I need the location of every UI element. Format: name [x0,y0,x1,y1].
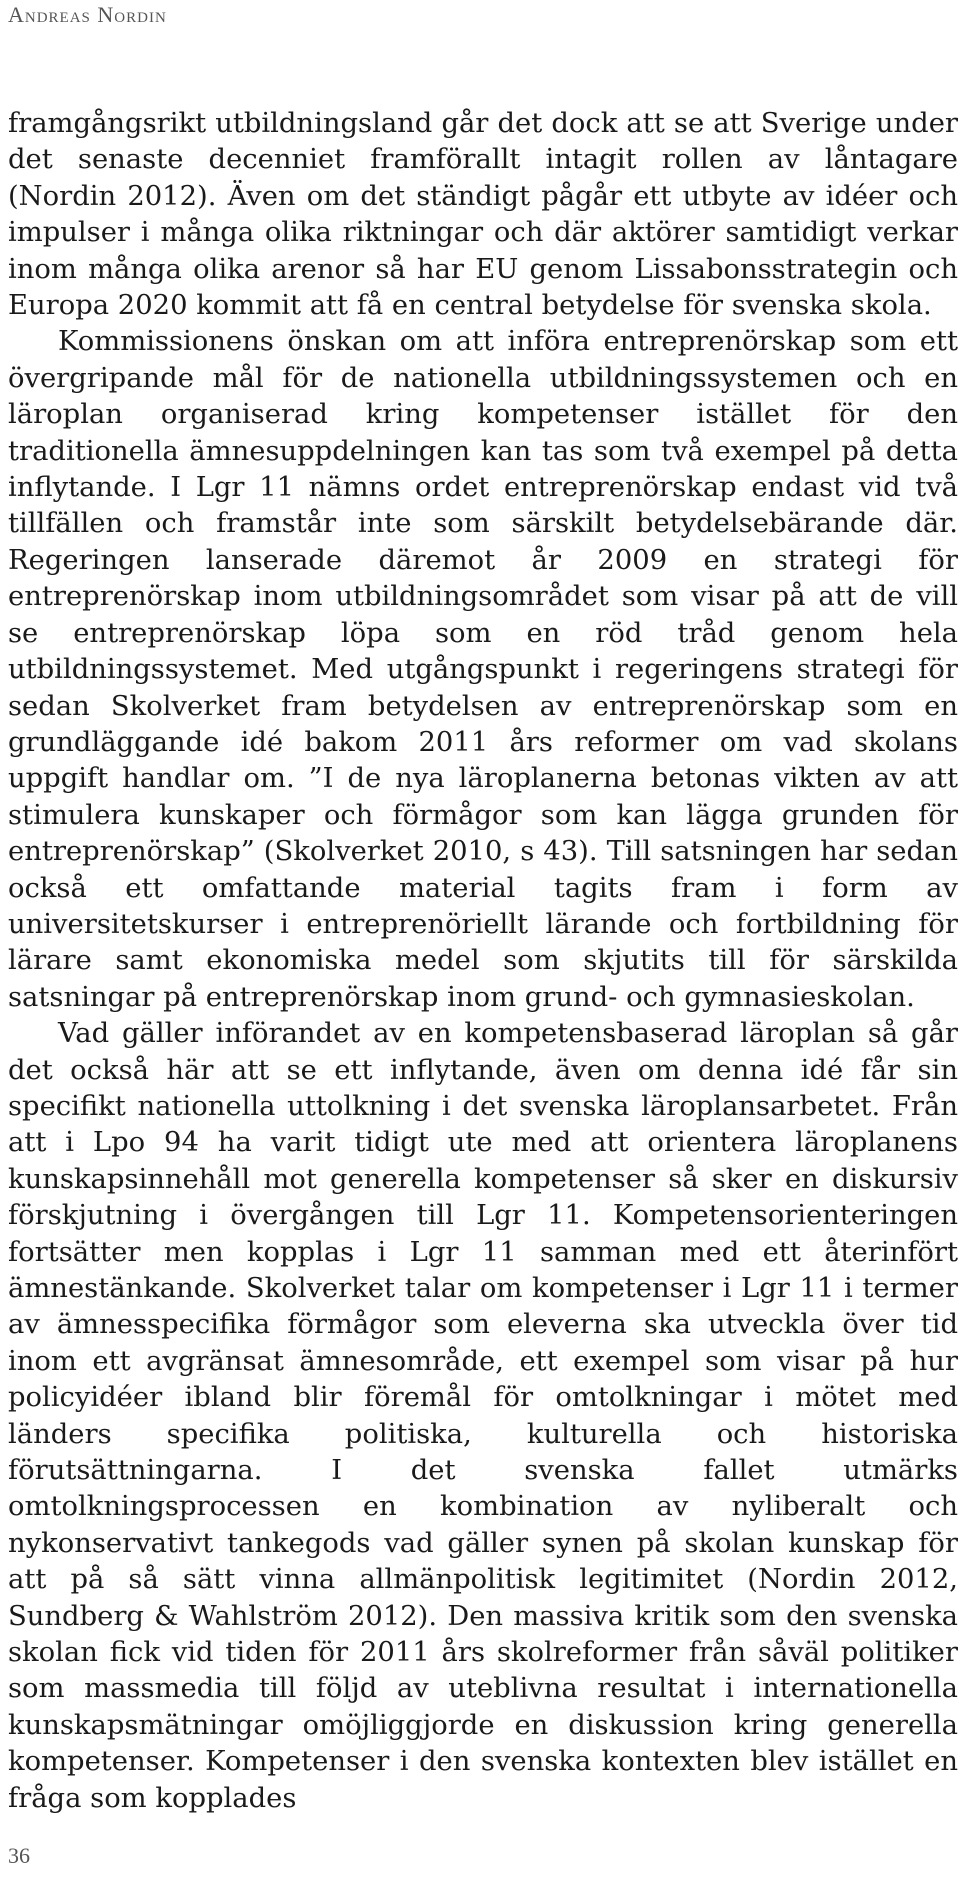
page-number: 36 [8,1843,30,1868]
paragraph: Kommissionens önskan om att införa entreprenörskap som ett övergripande mål för de nationella utbildningssystemen och en läroplan organiserad kring kompetenser istället för den traditionella ämnesuppdelningen kan tas som två exempel på detta inflytande. I Lgr 11 nämns ordet entreprenörskap endast vid två tillfällen och framstår inte som särskilt betydelsebärande där. Regeringen lanserade däremot år 2009 en strategi för entreprenörskap inom utbildningsområdet som visar på att de vill se entreprenörskap löpa som en röd tråd genom hela utbildningssystemet. Med utgångspunkt i regeringens strategi för sedan Skolverket fram betydelsen av entreprenörskap som en grundläggande idé bakom 2011 års reformer om vad skolans uppgift handlar om. ”I de nya läroplanerna betonas vikten av att stimulera kunskaper och förmågor som kan lägga grunden för entreprenörskap” (Skolverket 2010, s 43). Till satsningen har sedan också ett omfattande material tagits fram i form av universitetskurser i entreprenöriellt lärande och fortbildning för lärare samt ekonomiska medel som skjutits till för särskilda satsningar på entreprenörskap inom grund- och gymnasieskolan. [8,326,958,1013]
paragraph: framgångsrikt utbildningsland går det dock att se att Sverige under det senaste decenniet framförallt intagit rollen av låntagare (Nordin 2012). Även om det ständigt pågår ett utbyte av idéer och impulser i många olika riktningar och där aktörer samtidigt verkar inom många olika arenor så har EU genom Lissabonsstrategin och Europa 2020 kommit att få en central betydelse för svenska skola. [8,108,958,322]
running-head: Andreas Nordin [8,2,167,27]
body-text [8,106,958,1817]
paragraph: Vad gäller införandet av en kompetensbaserad läroplan så går det också här att se ett inflytande, även om denna idé får sin specifikt nationella uttolkning i det svenska läroplansarbetet. Från att i Lpo 94 ha varit tidigt ute med att orientera läroplanens kunskapsinnehåll mot generella kompetenser så sker en diskursiv förskjutning i övergången till Lgr 11. Kompetensorienteringen fortsätter men kopplas i Lgr 11 samman med ett återinfört ämnestänkande. Skolverket talar om kompetenser i Lgr 11 i termer av ämnesspecifika förmågor som eleverna ska utveckla över tid inom ett avgränsat ämnesområde, ett exempel som visar på hur policyidéer ibland blir föremål för omtolkningar i mötet med länders specifika politiska, kulturella och historiska förutsättningarna. I det svenska fallet utmärks omtolkningsprocessen en kombination av nyliberalt och nykonservativt tankegods vad gäller synen på skolan kunskap för att på så sätt vinna allmänpolitisk legitimitet (Nordin 2012, Sundberg & Wahlström 2012). Den massiva kritik som den svenska skolan fick vid tiden för 2011 års skolreformer från såväl politiker som massmedia till följd av uteblivna resultat i internationella kunskapsmätningar omöjliggjorde en diskussion kring generella kompetenser. Kompetenser i den svenska kontexten blev istället en fråga som kopplades [8,1018,958,1814]
